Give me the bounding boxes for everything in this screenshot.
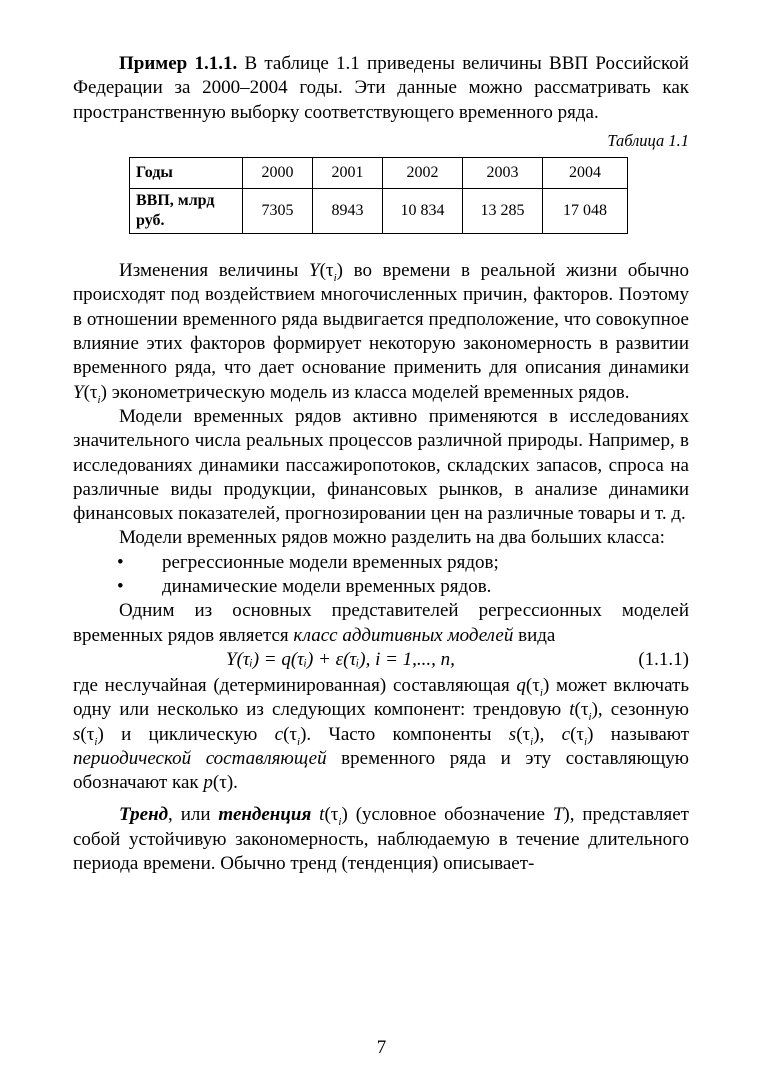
- page-number: 7: [376, 1037, 387, 1058]
- paragraph-models-applied: Модели временных рядов активно применяются в исследованиях значительного числа реальных процессов различной природы. Например, в исследованиях динамики пассажиропотоков, складских запасов, спроса на различные виды продукции, финансовых рынков, в анализе динамики финансовых показателей, прогнозировании цен на различные товары и т. д.: [73, 405, 689, 525]
- formula-number: (1.1.1): [638, 648, 689, 670]
- paragraph-trend: [73, 803, 689, 876]
- text-run: эконометрическую модель из класса моделей временных рядов.: [106, 381, 630, 403]
- list-item: [73, 551, 689, 575]
- table-cell-value: 8943: [313, 189, 383, 234]
- term-tendency: тенденция: [218, 804, 312, 826]
- text-run: во времени в реальной жизни обычно происходят под воздействием многочисленных причин, факторов. Поэтому в отношении временного ряда выдвигается предположение, что совокупное влияние этих факторов формирует некоторую закономерность в развитии временного ряда, что дает основание применить для описания динамики: [73, 260, 689, 379]
- text-run: временного ряда и эту составляющую обозначают как: [73, 747, 689, 794]
- table-cell-year: 2002: [383, 158, 463, 189]
- math-y-tau: $Y(\tau_i)$: [73, 381, 107, 406]
- paragraph-changes: [73, 259, 689, 405]
- text-run: Одним из основных представителей регрессионных моделей временных рядов является: [73, 600, 689, 646]
- term-trend: Тренд: [119, 804, 169, 826]
- paragraph-models-classes: Модели временных рядов можно разделить на два больших класса:: [119, 527, 665, 549]
- table-row-header: ВВП, млрд руб.: [130, 189, 243, 234]
- paragraph-additive: [73, 599, 689, 648]
- bullet-icon: •: [117, 551, 124, 573]
- math-p-tau: p(τ).: [203, 772, 238, 794]
- example-label: Пример 1.1.1.: [119, 53, 238, 74]
- example-text: В таблице 1.1 приведены величины ВВП Российской Федерации за 2000–2004 годы. Эти данные можно рассматривать как пространственную выборку соответствующего временного ряда.: [73, 53, 689, 123]
- text-run: ,: [539, 723, 562, 745]
- math-t-tau: $t(\tau_i)$: [319, 804, 348, 829]
- text-run: вида: [513, 624, 556, 646]
- table-row: [130, 158, 628, 189]
- gdp-table: [129, 157, 628, 234]
- model-class-list: [73, 551, 689, 600]
- math-s-tau: $s(\tau_i)$: [508, 723, 540, 748]
- term-periodic-component: периодической составляющей: [73, 747, 327, 769]
- table-cell-year: 2000: [243, 158, 313, 189]
- table-cell-year: 2003: [463, 158, 543, 189]
- math-y-tau: $Y(\tau_i)$: [309, 260, 343, 284]
- math-c-tau: $c(\tau_i)$: [274, 723, 307, 748]
- math-s-tau: $s(\tau_i)$: [73, 723, 104, 748]
- list-item: [73, 575, 689, 599]
- table-cell-year: 2004: [543, 158, 628, 189]
- text-run: . Часто компоненты: [306, 723, 509, 745]
- text-run: (условное обозначение: [347, 804, 553, 826]
- formula-1-1-1: [73, 648, 689, 674]
- text-run: где неслучайная (детерминированная) составляющая: [73, 674, 517, 696]
- page-body: [73, 52, 689, 876]
- text-run: ), представляет собой устойчивую закономерность, наблюдаемую в течение длительного периода времени. Обычно тренд (тенденция) описывает-: [73, 804, 689, 875]
- bullet-icon: •: [117, 576, 124, 598]
- table-cell-value: 17 048: [543, 189, 628, 234]
- table-cell-value: 7305: [243, 189, 313, 234]
- math-T: T: [552, 804, 564, 826]
- text-run: Изменения величины: [119, 260, 310, 282]
- table-cell-year: 2001: [313, 158, 383, 189]
- text-run: называют: [593, 723, 690, 745]
- paragraph-components: [73, 674, 689, 795]
- list-item-text: регрессионные модели временных рядов;: [162, 551, 499, 573]
- table-row: [130, 189, 628, 234]
- term-additive-models: класс аддитивных моделей: [293, 624, 514, 646]
- list-item-text: динамические модели временных рядов.: [162, 576, 492, 598]
- math-q-tau: $q(\tau_i)$: [516, 674, 550, 699]
- text-run: , или: [168, 804, 219, 826]
- table-caption: Таблица 1.1: [607, 130, 689, 150]
- table-row-header: Годы: [130, 158, 243, 189]
- text-run: , сезонную: [597, 699, 689, 721]
- math-t-tau: $t(\tau_i)$: [569, 699, 598, 724]
- text-run: и циклическую: [103, 723, 275, 745]
- math-c-tau: $c(\tau_i)$: [561, 723, 594, 748]
- example-paragraph: [73, 52, 689, 125]
- formula-expression: Y(τᵢ) = q(τᵢ) + ε(τᵢ), i = 1,..., n,: [226, 648, 455, 670]
- table-cell-value: 13 285: [463, 189, 543, 234]
- text-run: может включать одну или несколько из следующих компонент: трендовую: [73, 674, 689, 721]
- table-cell-value: 10 834: [383, 189, 463, 234]
